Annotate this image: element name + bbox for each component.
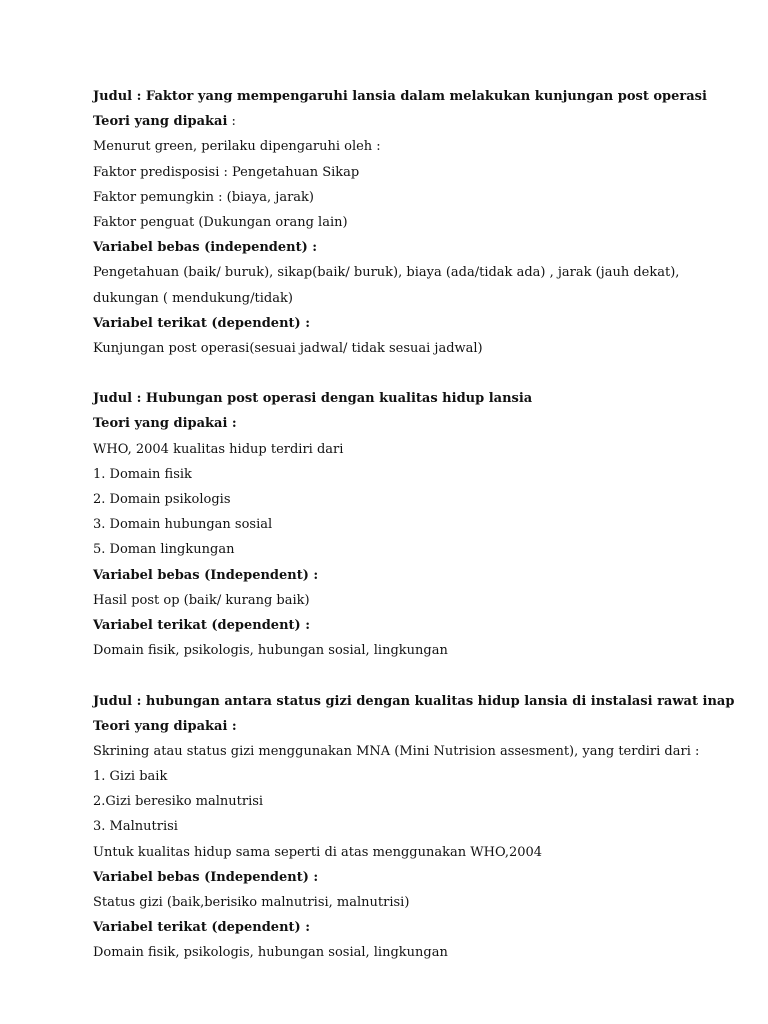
theory-heading <box>93 109 753 134</box>
theory-line: WHO, 2004 kualitas hidup terdiri dari <box>93 441 344 457</box>
section-title: Judul : Faktor yang mempengaruhi lansia dalam melakukan kunjungan post operasi <box>93 89 707 104</box>
independent-variable-label: Variabel bebas (independent) : <box>93 240 318 256</box>
theory-label: Teori yang dipakai : <box>93 416 237 432</box>
dependent-variable-line: Domain fisik, psikologis, hubungan sosial, lingkungan <box>93 643 448 659</box>
theory-line: 2. Domain psikologis <box>93 492 231 507</box>
theory-line: Menurut green, perilaku dipengaruhi oleh : <box>93 139 381 155</box>
independent-variable-label: Variabel bebas (Independent) : <box>93 869 319 885</box>
theory-line: 3. Domain hubungan sosial <box>93 517 273 533</box>
document-body <box>93 84 753 966</box>
theory-line: Faktor pemungkin : (biaya, jarak) <box>93 189 314 205</box>
dependent-variable-label: Variabel terikat (dependent) : <box>93 617 310 633</box>
section-spacer <box>93 361 753 386</box>
dependent-variable-line: Domain fisik, psikologis, hubungan sosial, lingkungan <box>93 945 448 961</box>
theory-label: Teori yang dipakai <box>93 114 228 130</box>
dependent-variable-line: Kunjungan post operasi(sesuai jadwal/ tidak sesuai jadwal) <box>93 340 483 356</box>
theory-line: 1. Gizi baik <box>93 769 168 785</box>
independent-variable-line: Pengetahuan (baik/ buruk), sikap(baik/ buruk), biaya (ada/tidak ada) , jarak (jauh dekat), <box>93 265 680 281</box>
theory-line: 5. Doman lingkungan <box>93 542 235 558</box>
independent-variable-label: Variabel bebas (Independent) : <box>93 567 319 583</box>
section-spacer <box>93 663 753 688</box>
theory-line: Skrining atau status gizi menggunakan MNA (Mini Nutrision assesment), yang terdiri dari : <box>93 743 700 759</box>
theory-line: Faktor predisposisi : Pengetahuan Sikap <box>93 164 360 180</box>
independent-variable-line: Hasil post op (baik/ kurang baik) <box>93 592 310 608</box>
section-title: Judul : Hubungan post operasi dengan kualitas hidup lansia <box>93 391 533 407</box>
theory-colon: : <box>227 114 236 130</box>
theory-heading <box>93 714 753 739</box>
theory-line: 2.Gizi beresiko malnutrisi <box>93 794 264 810</box>
dependent-variable-label: Variabel terikat (dependent) : <box>93 920 310 936</box>
theory-heading <box>93 411 753 436</box>
section-title: Judul : hubungan antara status gizi dengan kualitas hidup lansia di instalasi rawat inap <box>93 693 735 709</box>
theory-line: 3. Malnutrisi <box>93 819 178 835</box>
theory-line: Faktor penguat (Dukungan orang lain) <box>93 214 348 230</box>
independent-variable-line: dukungan ( mendukung/tidak) <box>93 290 293 306</box>
dependent-variable-label: Variabel terikat (dependent) : <box>93 315 310 331</box>
theory-line: Untuk kualitas hidup sama seperti di atas menggunakan WHO,2004 <box>93 844 543 860</box>
theory-line: 1. Domain fisik <box>93 466 192 482</box>
independent-variable-line: Status gizi (baik,berisiko malnutrisi, malnutrisi) <box>93 895 410 910</box>
theory-label: Teori yang dipakai : <box>93 718 237 734</box>
